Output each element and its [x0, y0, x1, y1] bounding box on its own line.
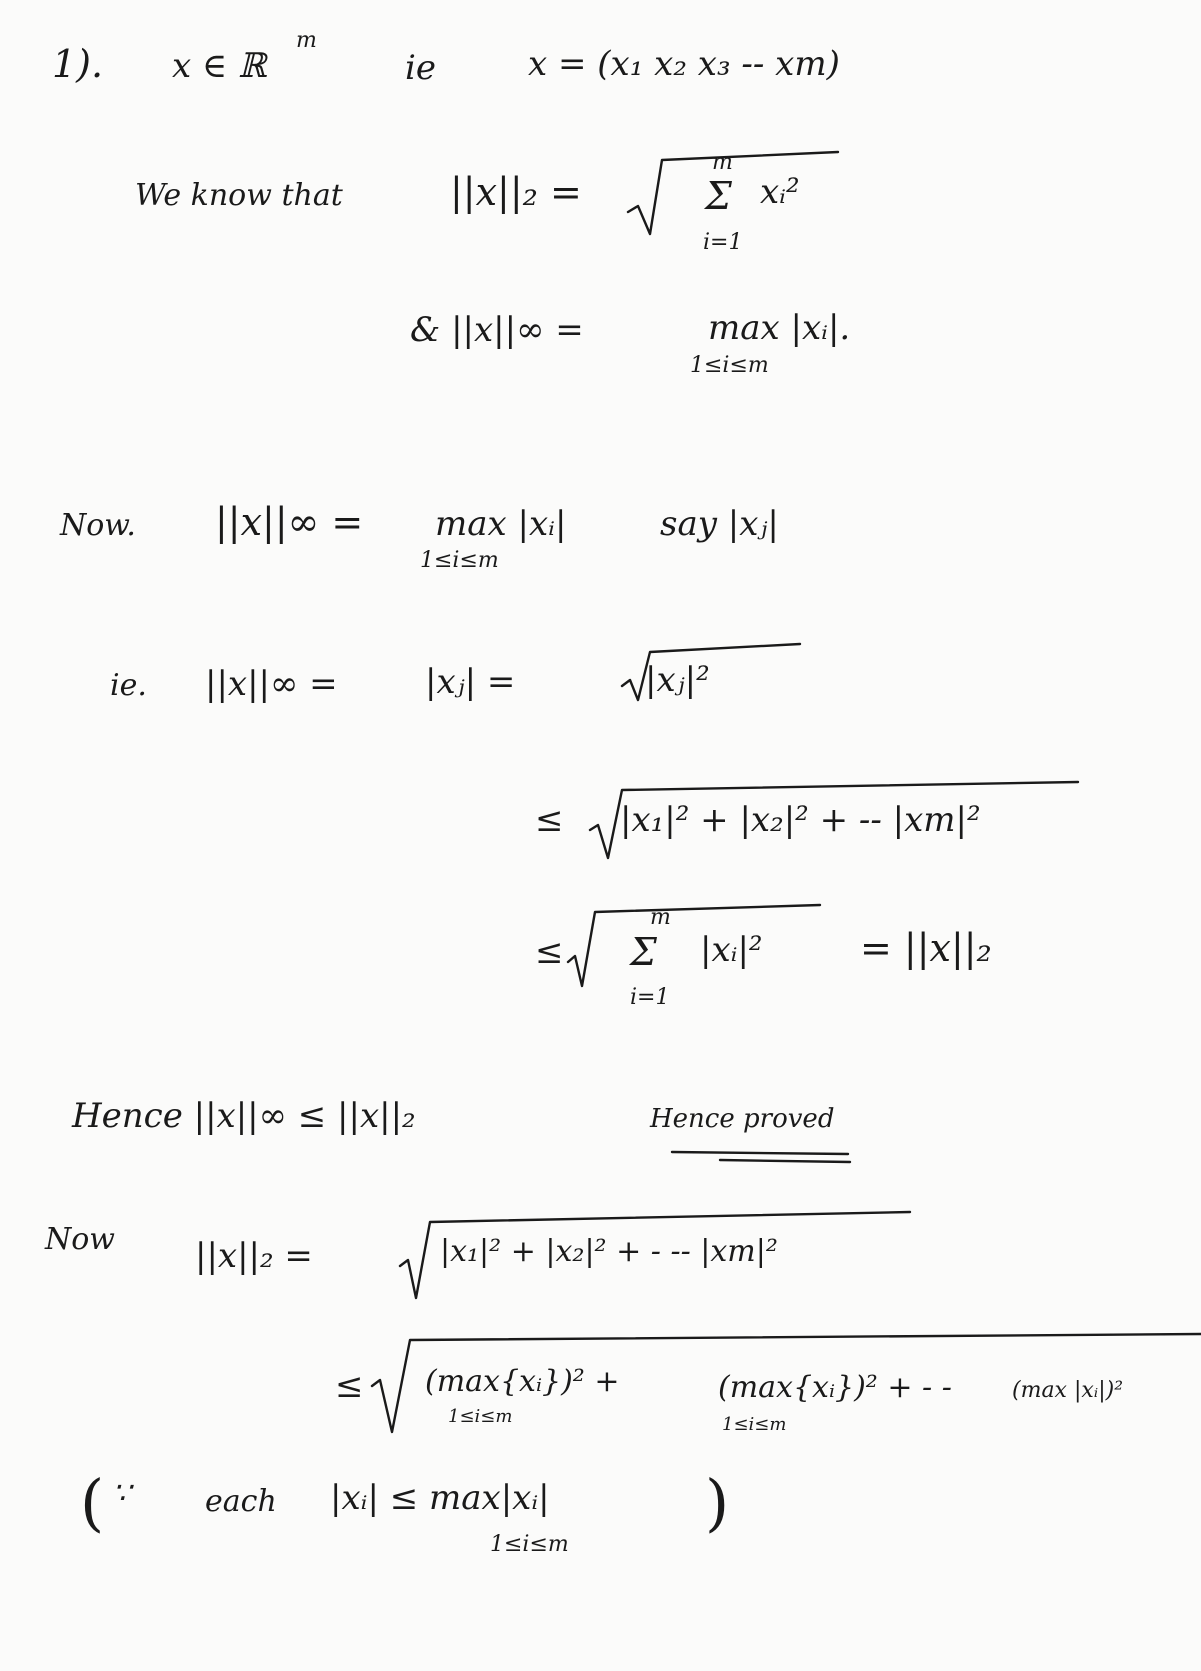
set-membership: x ∈ ℝ [172, 46, 267, 86]
proved-underline [672, 1152, 848, 1154]
le-symbol-2: ≤ [535, 932, 564, 972]
sigma-symbol-2: Σ [630, 930, 657, 974]
max-abs-2: max |xᵢ| [435, 504, 567, 544]
sqrt-xj-squared: |xⱼ|² [645, 660, 710, 700]
inf-norm-lhs-2: ||x||∞ = [215, 500, 364, 544]
sum-upper-limit: m [712, 150, 733, 175]
problem-number: 1). [52, 42, 104, 86]
each-inequality: |xᵢ| ≤ max|xᵢ| [330, 1478, 550, 1518]
max-range-term-1: 1≤i≤m [448, 1406, 513, 1427]
sum-lower-limit: i=1 [703, 230, 743, 255]
radical-line7 [568, 905, 820, 986]
close-paren: ) [705, 1466, 730, 1539]
le-symbol-1: ≤ [535, 800, 564, 840]
two-norm-lhs-2: ||x||₂ = [195, 1236, 313, 1276]
two-norm-lhs: ||x||₂ = [450, 170, 582, 214]
vector-definition: x = (x₁ x₂ x₃ -- xm) [528, 44, 840, 84]
sum-term-2: |xᵢ|² [700, 930, 763, 970]
radical-line9 [400, 1212, 910, 1298]
inf-norm-lhs: & ||x||∞ = [410, 310, 584, 350]
max-range-term-2: 1≤i≤m [722, 1414, 787, 1435]
max-term-1: (max{xᵢ})² + [425, 1364, 620, 1399]
ie-text: ie [405, 48, 436, 88]
max-abs: max |xᵢ|. [708, 308, 851, 348]
sum-term: xᵢ² [760, 172, 800, 212]
max-range-2: 1≤i≤m [420, 548, 499, 573]
hence-conclusion: Hence ||x||∞ ≤ ||x||₂ [72, 1096, 416, 1136]
sum-lower-limit-2: i=1 [630, 985, 670, 1010]
sum-upper-limit-2: m [650, 905, 671, 930]
radical-line2 [628, 152, 838, 234]
inf-norm-lhs-3: ||x||∞ = [205, 664, 338, 704]
proved-underline-2 [720, 1160, 850, 1162]
max-term-2: (max{xᵢ})² + - - [718, 1370, 952, 1405]
we-know-that: We know that [135, 178, 343, 213]
set-exponent: m [296, 28, 317, 53]
hence-proved: Hence proved [650, 1104, 835, 1134]
say-xj: say |xⱼ| [660, 504, 779, 544]
abs-xj: |xⱼ| = [425, 662, 516, 702]
sqrt-sum-expanded: |x₁|² + |x₂|² + -- |xm|² [620, 800, 981, 840]
radical-line10 [372, 1334, 1201, 1432]
sigma-symbol: Σ [705, 174, 732, 218]
open-paren: ( [80, 1466, 105, 1539]
max-range: 1≤i≤m [690, 353, 769, 378]
le-symbol-3: ≤ [335, 1366, 364, 1406]
max-term-3: (max |xᵢ|)² [1012, 1378, 1124, 1403]
now-label: Now. [60, 508, 136, 543]
max-range-3: 1≤i≤m [490, 1532, 569, 1557]
sqrt-sum-expanded-2: |x₁|² + |x₂|² + - -- |xm|² [440, 1234, 778, 1269]
radical-line5 [622, 644, 800, 700]
now-label-2: Now [45, 1222, 115, 1257]
equals-two-norm: = ||x||₂ [860, 926, 992, 970]
because-symbol: ∵ [112, 1476, 132, 1511]
each-text: each [205, 1484, 277, 1519]
ie-label: ie. [110, 668, 147, 703]
radical-line6 [590, 782, 1078, 858]
